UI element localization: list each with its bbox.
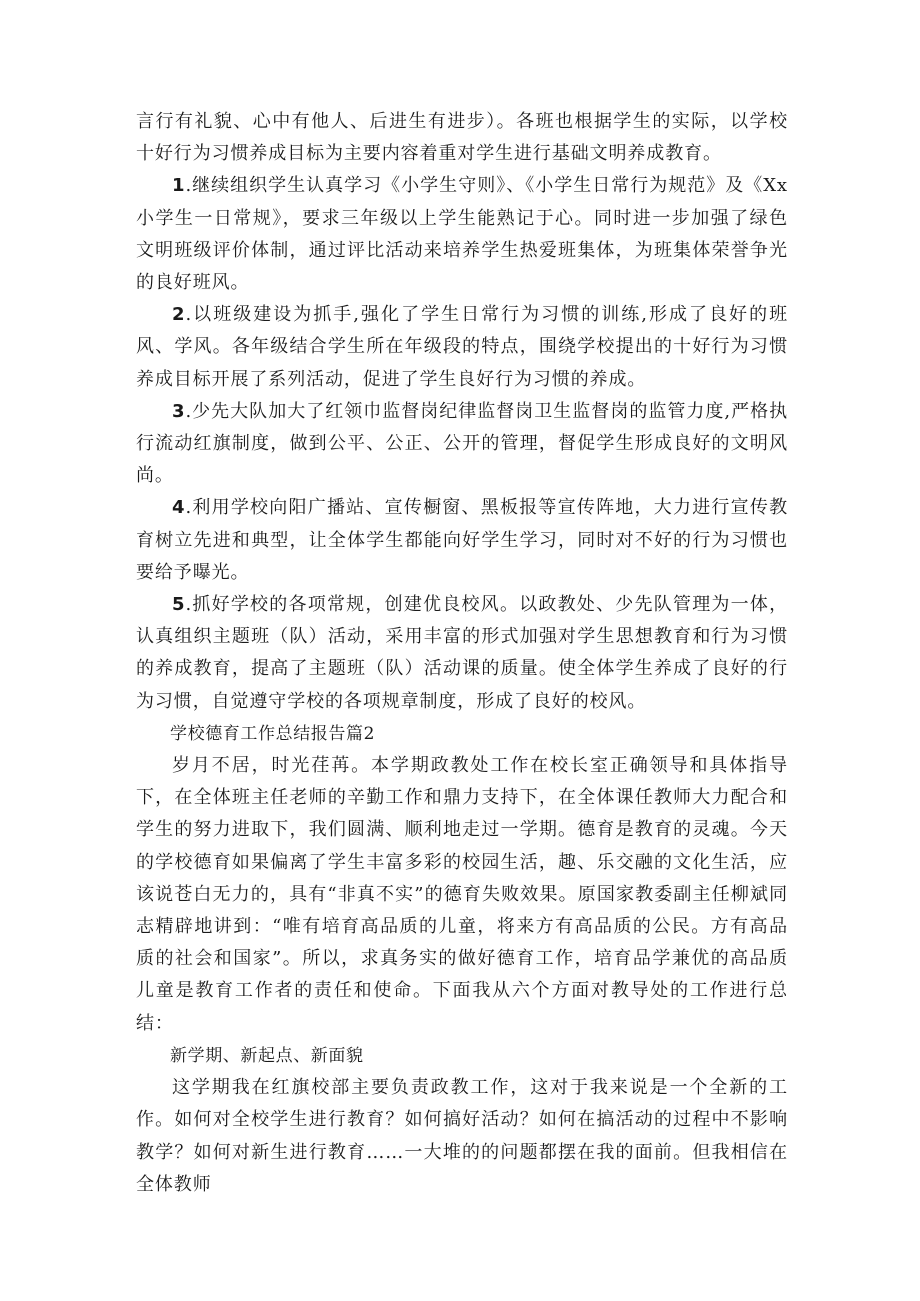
paragraph-text: .以班级建设为抓手,强化了学生日常行为习惯的训练,形成了良好的班风、学风。各年级结合学生所在年级段的特点，围绕学校提出的十好行为习惯养成目标开展了系列活动，促进了学生良好行为习惯的养成。 <box>136 304 788 390</box>
paragraph-text: .少先大队加大了红领巾监督岗纪律监督岗卫生监督岗的监管力度,严格执行流动红旗制度，做到公平、公正、公开的管理，督促学生形成良好的文明风尚。 <box>136 400 788 487</box>
section-heading-new-term: 新学期、新起点、新面貌 <box>170 1045 364 1066</box>
item-number: 4 <box>172 497 186 519</box>
numbered-item-5 <box>136 589 788 718</box>
paragraph-body-duty <box>136 1072 788 1201</box>
document-page <box>136 106 788 1201</box>
paragraph-continuation <box>136 106 788 170</box>
paragraph-text: .抓好学校的各项常规，创建优良校风。以政教处、少先队管理为一体，认真组织主题班（队）活动，采用丰富的形式加强对学生思想教育和行为习惯的养成教育，提高了主题班（队）活动课的质量。使全体学生养成了良好的行为习惯，自觉遵守学校的各项规章制度，形成了良好的校风。 <box>136 594 788 712</box>
section-heading-report-2: 学校德育工作总结报告篇2 <box>170 723 376 744</box>
numbered-item-2 <box>136 299 788 396</box>
numbered-item-4 <box>136 492 788 589</box>
paragraph-text: 岁月不居，时光荏苒。本学期政教处工作在校长室正确领导和具体指导下，在全体班主任老师的辛勤工作和鼎力支持下，在全体课任教师大力配合和学生的努力进取下，我们圆满、顺利地走过一学期。德育是教育的灵魂。今天的学校德育如果偏离了学生丰富多彩的校园生活，趣、乐交融的文化生活，应该说苍白无力的，具有“非真不实”的德育失败效果。原国家教委副主任柳斌同志精辟地讲到：“唯有培育高品质的儿童，将来方有高品质的公民。方有高品质的社会和国家”。所以，求真务实的做好德育工作，培育品学兼优的高品质儿童是教育工作者的责任和使命。下面我从六个方面对教导处的工作进行总结： <box>136 755 788 1034</box>
paragraph-text: .继续组织学生认真学习《小学生守则》、《小学生日常行为规范》及《Xx小学生一日常规》，要求三年级以上学生能熟记于心。同时进一步加强了绿色文明班级评价体制，通过评比活动来培养学生热爱班集体，为班集体荣誉争光的良好班风。 <box>136 175 788 294</box>
item-number: 2 <box>172 304 186 326</box>
item-number: 1 <box>172 175 186 197</box>
item-number: 3 <box>172 400 186 422</box>
numbered-item-1 <box>136 170 788 299</box>
paragraph-text: 这学期我在红旗校部主要负责政教工作，这对于我来说是一个全新的工作。如何对全校学生进行教育？如何搞好活动？如何在搞活动的过程中不影响教学？如何对新生进行教育……一大堆的的问题都摆在我的面前。但我相信在全体教师 <box>136 1077 788 1195</box>
numbered-item-3 <box>136 396 788 493</box>
paragraph-text: .利用学校向阳广播站、宣传橱窗、黑板报等宣传阵地，大力进行宣传教育树立先进和典型，让全体学生都能向好学生学习，同时对不好的行为习惯也要给予曝光。 <box>136 497 788 583</box>
paragraph-body-intro <box>136 750 788 1040</box>
paragraph-text: 言行有礼貌、心中有他人、后进生有进步）。各班也根据学生的实际，以学校十好行为习惯养成目标为主要内容着重对学生进行基础文明养成教育。 <box>136 111 788 165</box>
item-number: 5 <box>172 594 186 616</box>
